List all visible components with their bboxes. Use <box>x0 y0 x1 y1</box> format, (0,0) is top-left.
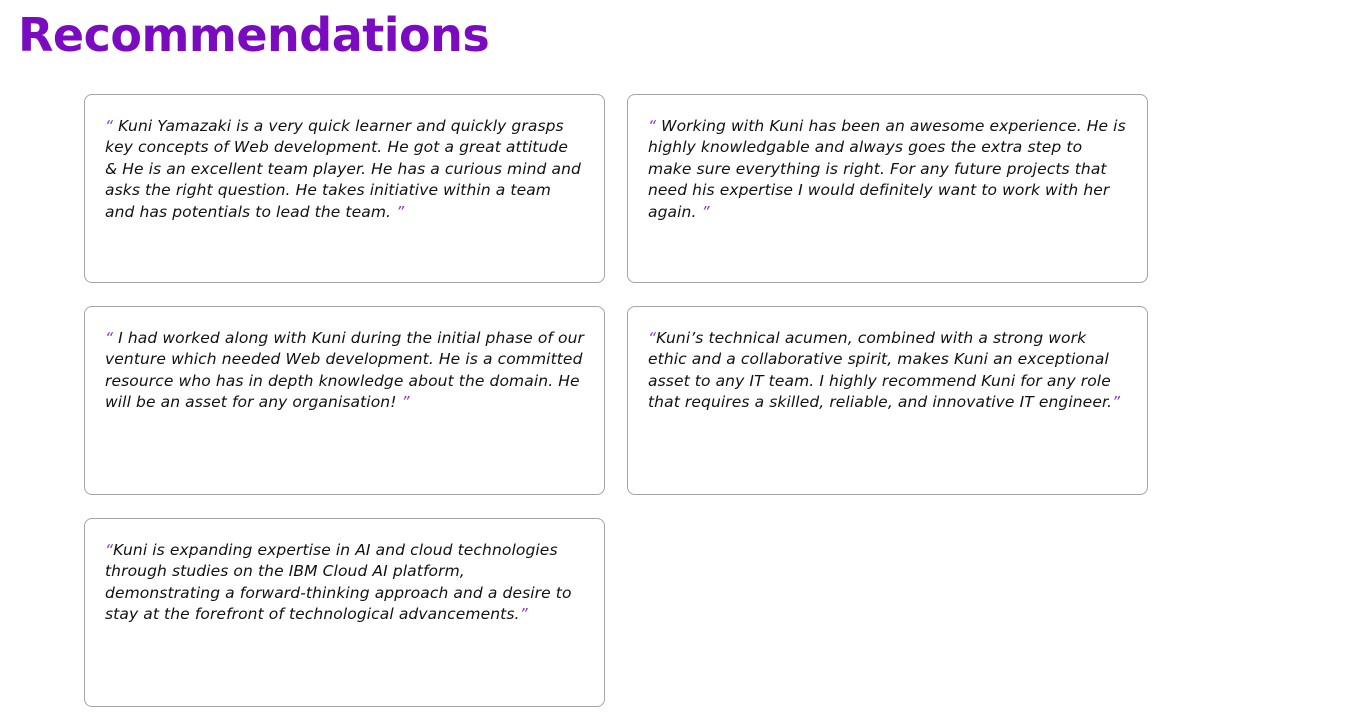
recommendation-card <box>84 94 605 283</box>
open-quote-mark: “ <box>105 117 119 135</box>
recommendation-text <box>648 328 1127 414</box>
page-title: Recommendations <box>18 8 490 62</box>
recommendation-text <box>105 116 584 223</box>
recommendation-text <box>648 116 1127 223</box>
open-quote-mark: “ <box>105 329 119 347</box>
recommendation-card <box>627 94 1148 283</box>
recommendation-text <box>105 328 584 414</box>
recommendation-body: Working with Kuni has been an awesome experience. He is highly knowledgable and always goes the extra step to make sure everything is right. For any future projects that need his expertise I would definitely want to work with her again. <box>648 117 1126 221</box>
recommendation-body: Kuni is expanding expertise in AI and cloud technologies through studies on the IBM Cloud AI platform, demonstrating a forward-thinking approach and a desire to stay at the forefront of technological advancements. <box>105 541 572 624</box>
recommendation-body: Kuni Yamazaki is a very quick learner and quickly grasps key concepts of Web development. He got a great attitude & He is an excellent team player. He has a curious mind and asks the right question. He takes initiative within a team and has potentials to lead the team. <box>105 117 581 221</box>
recommendation-body: I had worked along with Kuni during the initial phase of our venture which needed Web development. He is a committed resource who has in depth knowledge about the domain. He will be an asset for any organisation! <box>105 329 584 412</box>
close-quote-mark: ” <box>391 202 405 221</box>
close-quote-mark: ” <box>519 605 528 624</box>
open-quote-mark: “ <box>105 541 114 559</box>
recommendation-card <box>84 306 605 495</box>
recommendation-text <box>105 540 584 626</box>
open-quote-mark: “ <box>648 329 657 347</box>
recommendation-body: Kuni’s technical acumen, combined with a strong work ethic and a collaborative spirit, makes Kuni an exceptional asset to any IT team. I highly recommend Kuni for any role that requires a skilled, reliable, and innovative IT engineer. <box>648 329 1113 412</box>
open-quote-mark: “ <box>648 117 662 135</box>
close-quote-mark: ” <box>1112 393 1121 412</box>
close-quote-mark: ” <box>696 202 710 221</box>
recommendation-card <box>627 306 1148 495</box>
recommendation-card <box>84 518 605 707</box>
close-quote-mark: ” <box>396 393 410 412</box>
